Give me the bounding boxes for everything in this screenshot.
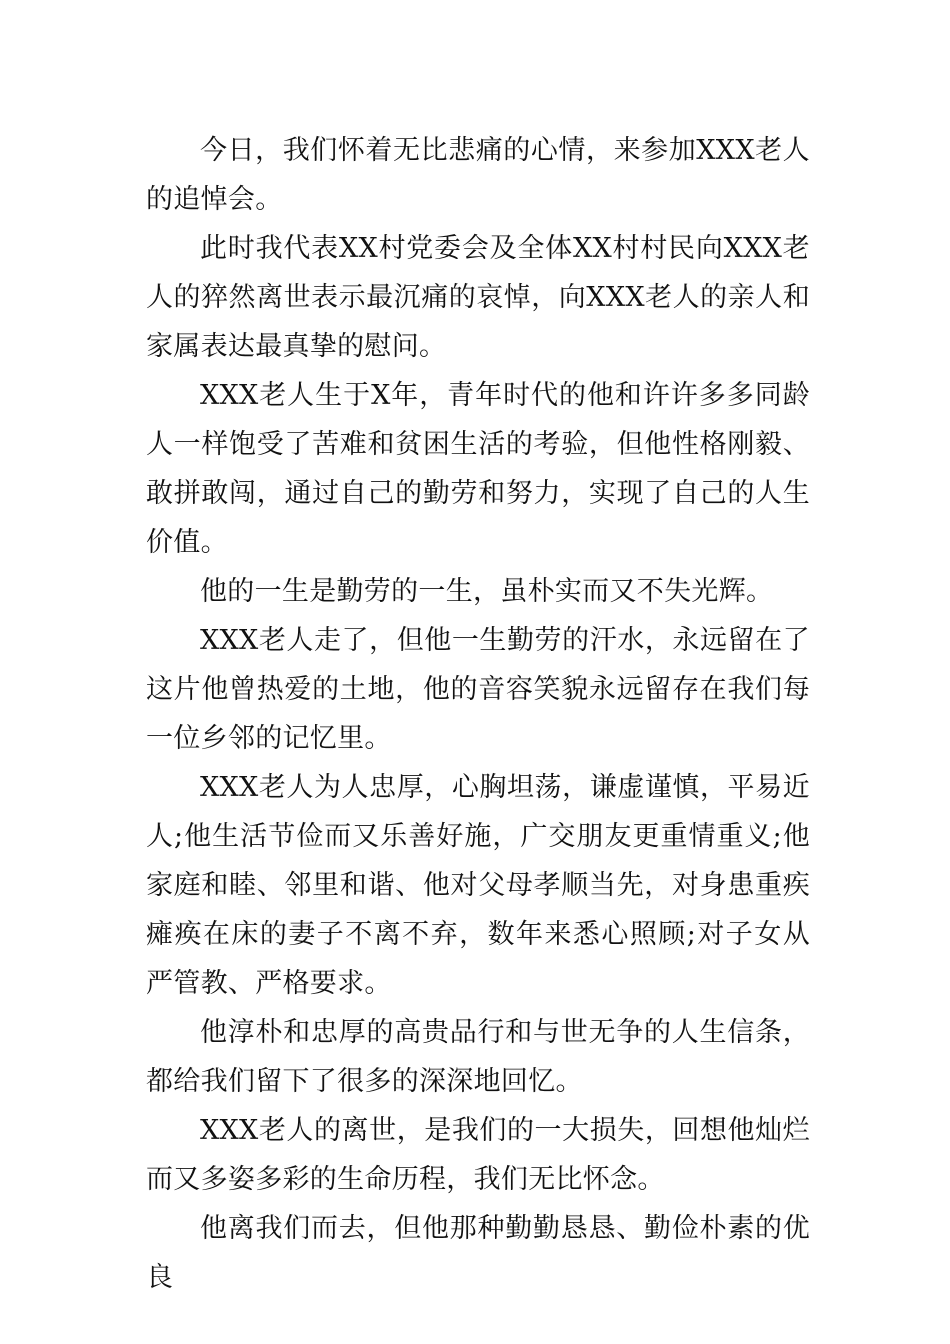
document-body xyxy=(146,126,810,1302)
paragraph: 他的一生是勤劳的一生，虽朴实而又不失光辉。 xyxy=(200,576,774,607)
paragraph: 此时我代表XX村党委会及全体XX村村民向XXX老人的猝然离世表示最沉痛的哀悼，向XXX老人的亲人和家属表达最真挚的慰问。 xyxy=(146,233,810,362)
paragraph: XXX老人的离世，是我们的一大损失，回想他灿烂而又多姿多彩的生命历程，我们无比怀念。 xyxy=(146,1115,810,1195)
paragraph: 今日，我们怀着无比悲痛的心情，来参加XXX老人的追悼会。 xyxy=(146,135,810,215)
paragraph: 他淳朴和忠厚的高贵品行和与世无争的人生信条，都给我们留下了很多的深深地回忆。 xyxy=(146,1017,810,1097)
paragraph: XXX老人为人忠厚，心胸坦荡，谦虚谨慎，平易近人;他生活节俭而又乐善好施，广交朋友更重情重义;他家庭和睦、邻里和谐、他对父母孝顺当先，对身患重疾瘫痪在床的妻子不离不弃，数年来悉心照顾;对子女从严管教、严格要求。 xyxy=(146,772,810,999)
paragraph: XXX老人走了，但他一生勤劳的汗水，永远留在了这片他曾热爱的土地，他的音容笑貌永远留存在我们每一位乡邻的记忆里。 xyxy=(146,625,810,754)
paragraph: XXX老人生于X年，青年时代的他和许许多多同龄人一样饱受了苦难和贫困生活的考验，但他性格刚毅、敢拼敢闯，通过自己的勤劳和努力，实现了自己的人生价值。 xyxy=(146,380,810,558)
paragraph: 他离我们而去，但他那种勤勤恳恳、勤俭朴素的优良 xyxy=(146,1213,810,1293)
